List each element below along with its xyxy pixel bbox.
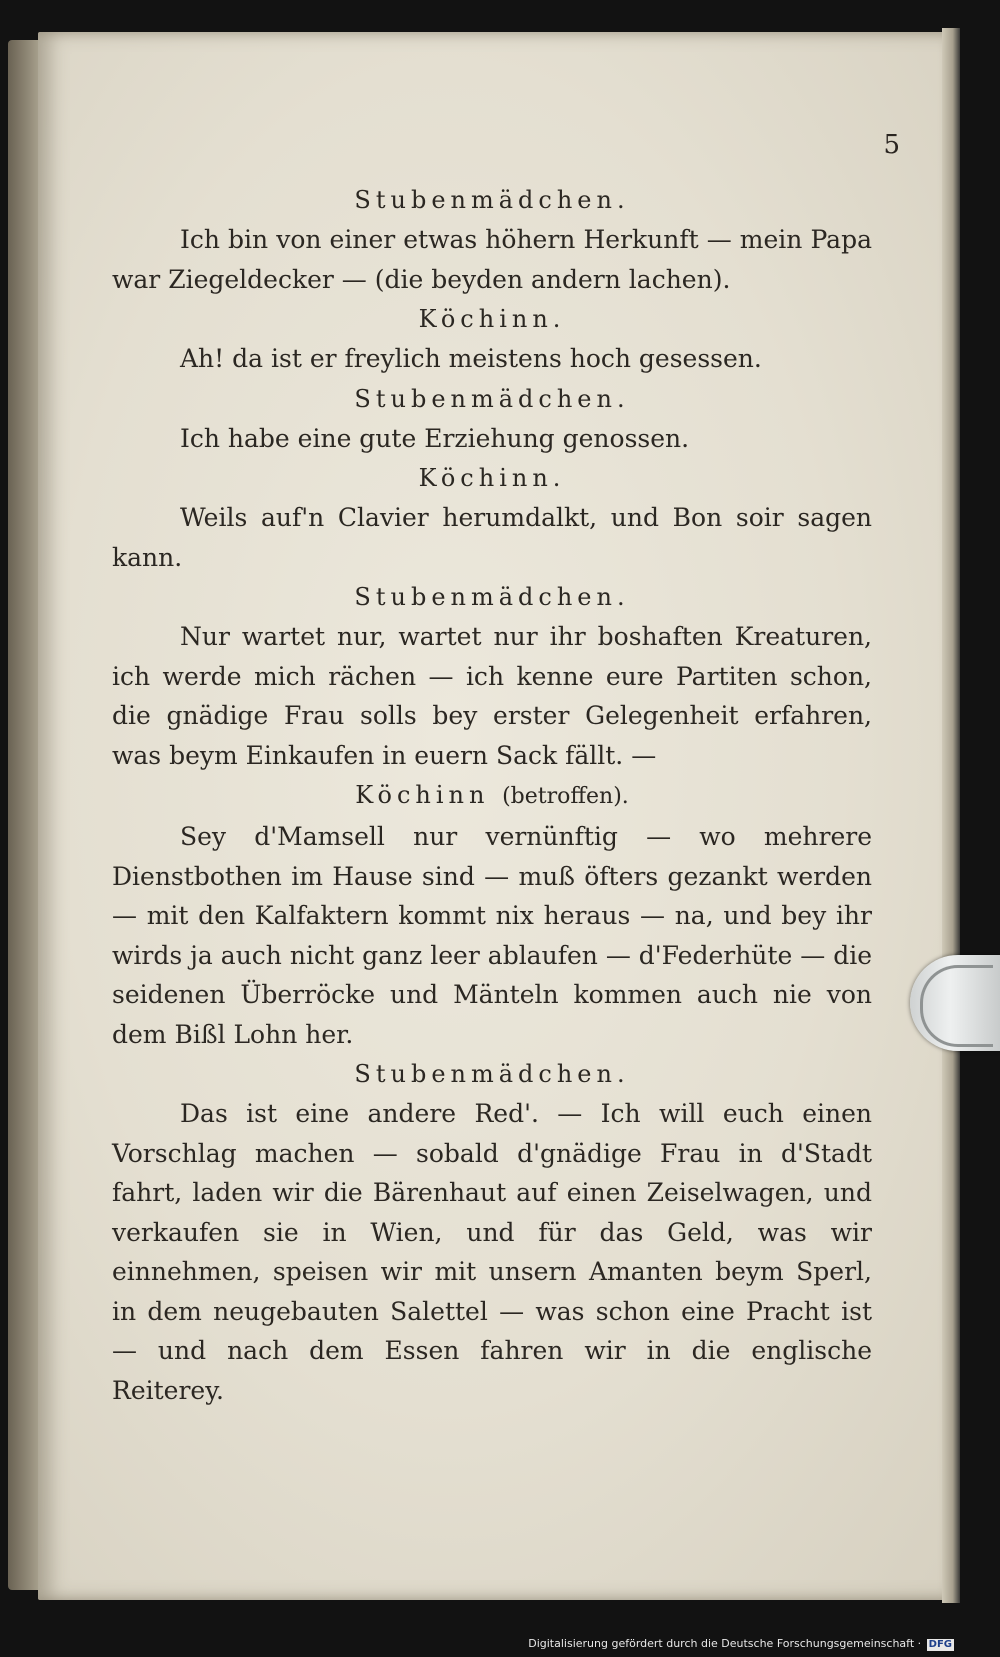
speech-paragraph: Ah! da ist er freylich meistens hoch gesessen. — [180, 344, 762, 373]
speech-paragraph: Nur wartet nur, wartet nur ihr boshaften Kreaturen, ich werde mich rächen — ich kenne eure Partiten schon, die gnädige Frau solls bey erster Gelegenheit erfahren, was beym Einkaufen in euern Sack fällt. — — [112, 622, 872, 770]
speech-paragraph: Ich bin von einer etwas höhern Herkunft — mein Papa war Ziegeldecker — (die beyden andern lachen). — [112, 225, 872, 294]
speaker-heading — [112, 777, 872, 815]
speaker-name: Stubenmädchen. — [354, 384, 630, 413]
speaker-heading — [112, 460, 872, 496]
speaker-heading — [112, 579, 872, 615]
speaker-heading — [112, 1056, 872, 1092]
speaker-heading — [112, 381, 872, 417]
speaker-name: Stubenmädchen. — [354, 1060, 630, 1088]
footer-credit — [528, 1637, 954, 1651]
stage-direction: (betroffen). — [502, 784, 629, 809]
speaker-heading — [112, 301, 872, 337]
book-fore-edge — [942, 28, 960, 1603]
speech-paragraph: Ich habe eine gute Erziehung genossen. — [180, 423, 690, 453]
speaker-name: Stubenmädchen. — [354, 186, 630, 214]
page-clip-marker — [910, 955, 1000, 1051]
left-page-edge — [8, 40, 38, 1590]
speech-paragraph: Das ist eine andere Red'. — Ich will euch einen Vorschlag machen — sobald d'gnädige Frau in d'Stadt fahrt, laden wir die Bärenhaut auf einen Zeiselwagen, und verkaufen sie in Wien, und für das Geld, was wir einnehmen, speisen wir mit unsern Amanten beym Sperl, in dem neugebauten Salettel — was schon eine Pracht ist — und nach dem Essen fahren wir in die englische Reiterey. — [112, 1099, 872, 1405]
speaker-name: Köchinn. — [418, 464, 566, 492]
page-number: 5 — [883, 130, 900, 160]
speaker-name: Köchinn. — [418, 305, 566, 333]
speech-paragraph: Weils auf'n Clavier herumdalkt, und Bon soir sagen kann. — [112, 503, 872, 572]
dfg-logo: DFG — [928, 1639, 952, 1650]
speaker-name: Stubenmädchen. — [354, 583, 630, 611]
dialogue-text — [112, 180, 872, 1412]
speaker-name: Köchinn — [355, 781, 490, 809]
speaker-heading — [112, 182, 872, 218]
footer-credit-text: Digitalisierung gefördert durch die Deutsche Forschungsgemeinschaft · — [528, 1637, 922, 1650]
speech-paragraph: Sey d'Mamsell nur vernünftig — wo mehrere Dienstbothen im Hause sind — muß öfters gezankt werden — mit den Kalfaktern kommt nix heraus — na, und bey ihr wirds ja auch nicht ganz leer ablaufen — d'Federhüte — die seidenen Überröcke und Mänteln kommen auch nie von dem Bißl Lohn her. — [112, 822, 872, 1049]
